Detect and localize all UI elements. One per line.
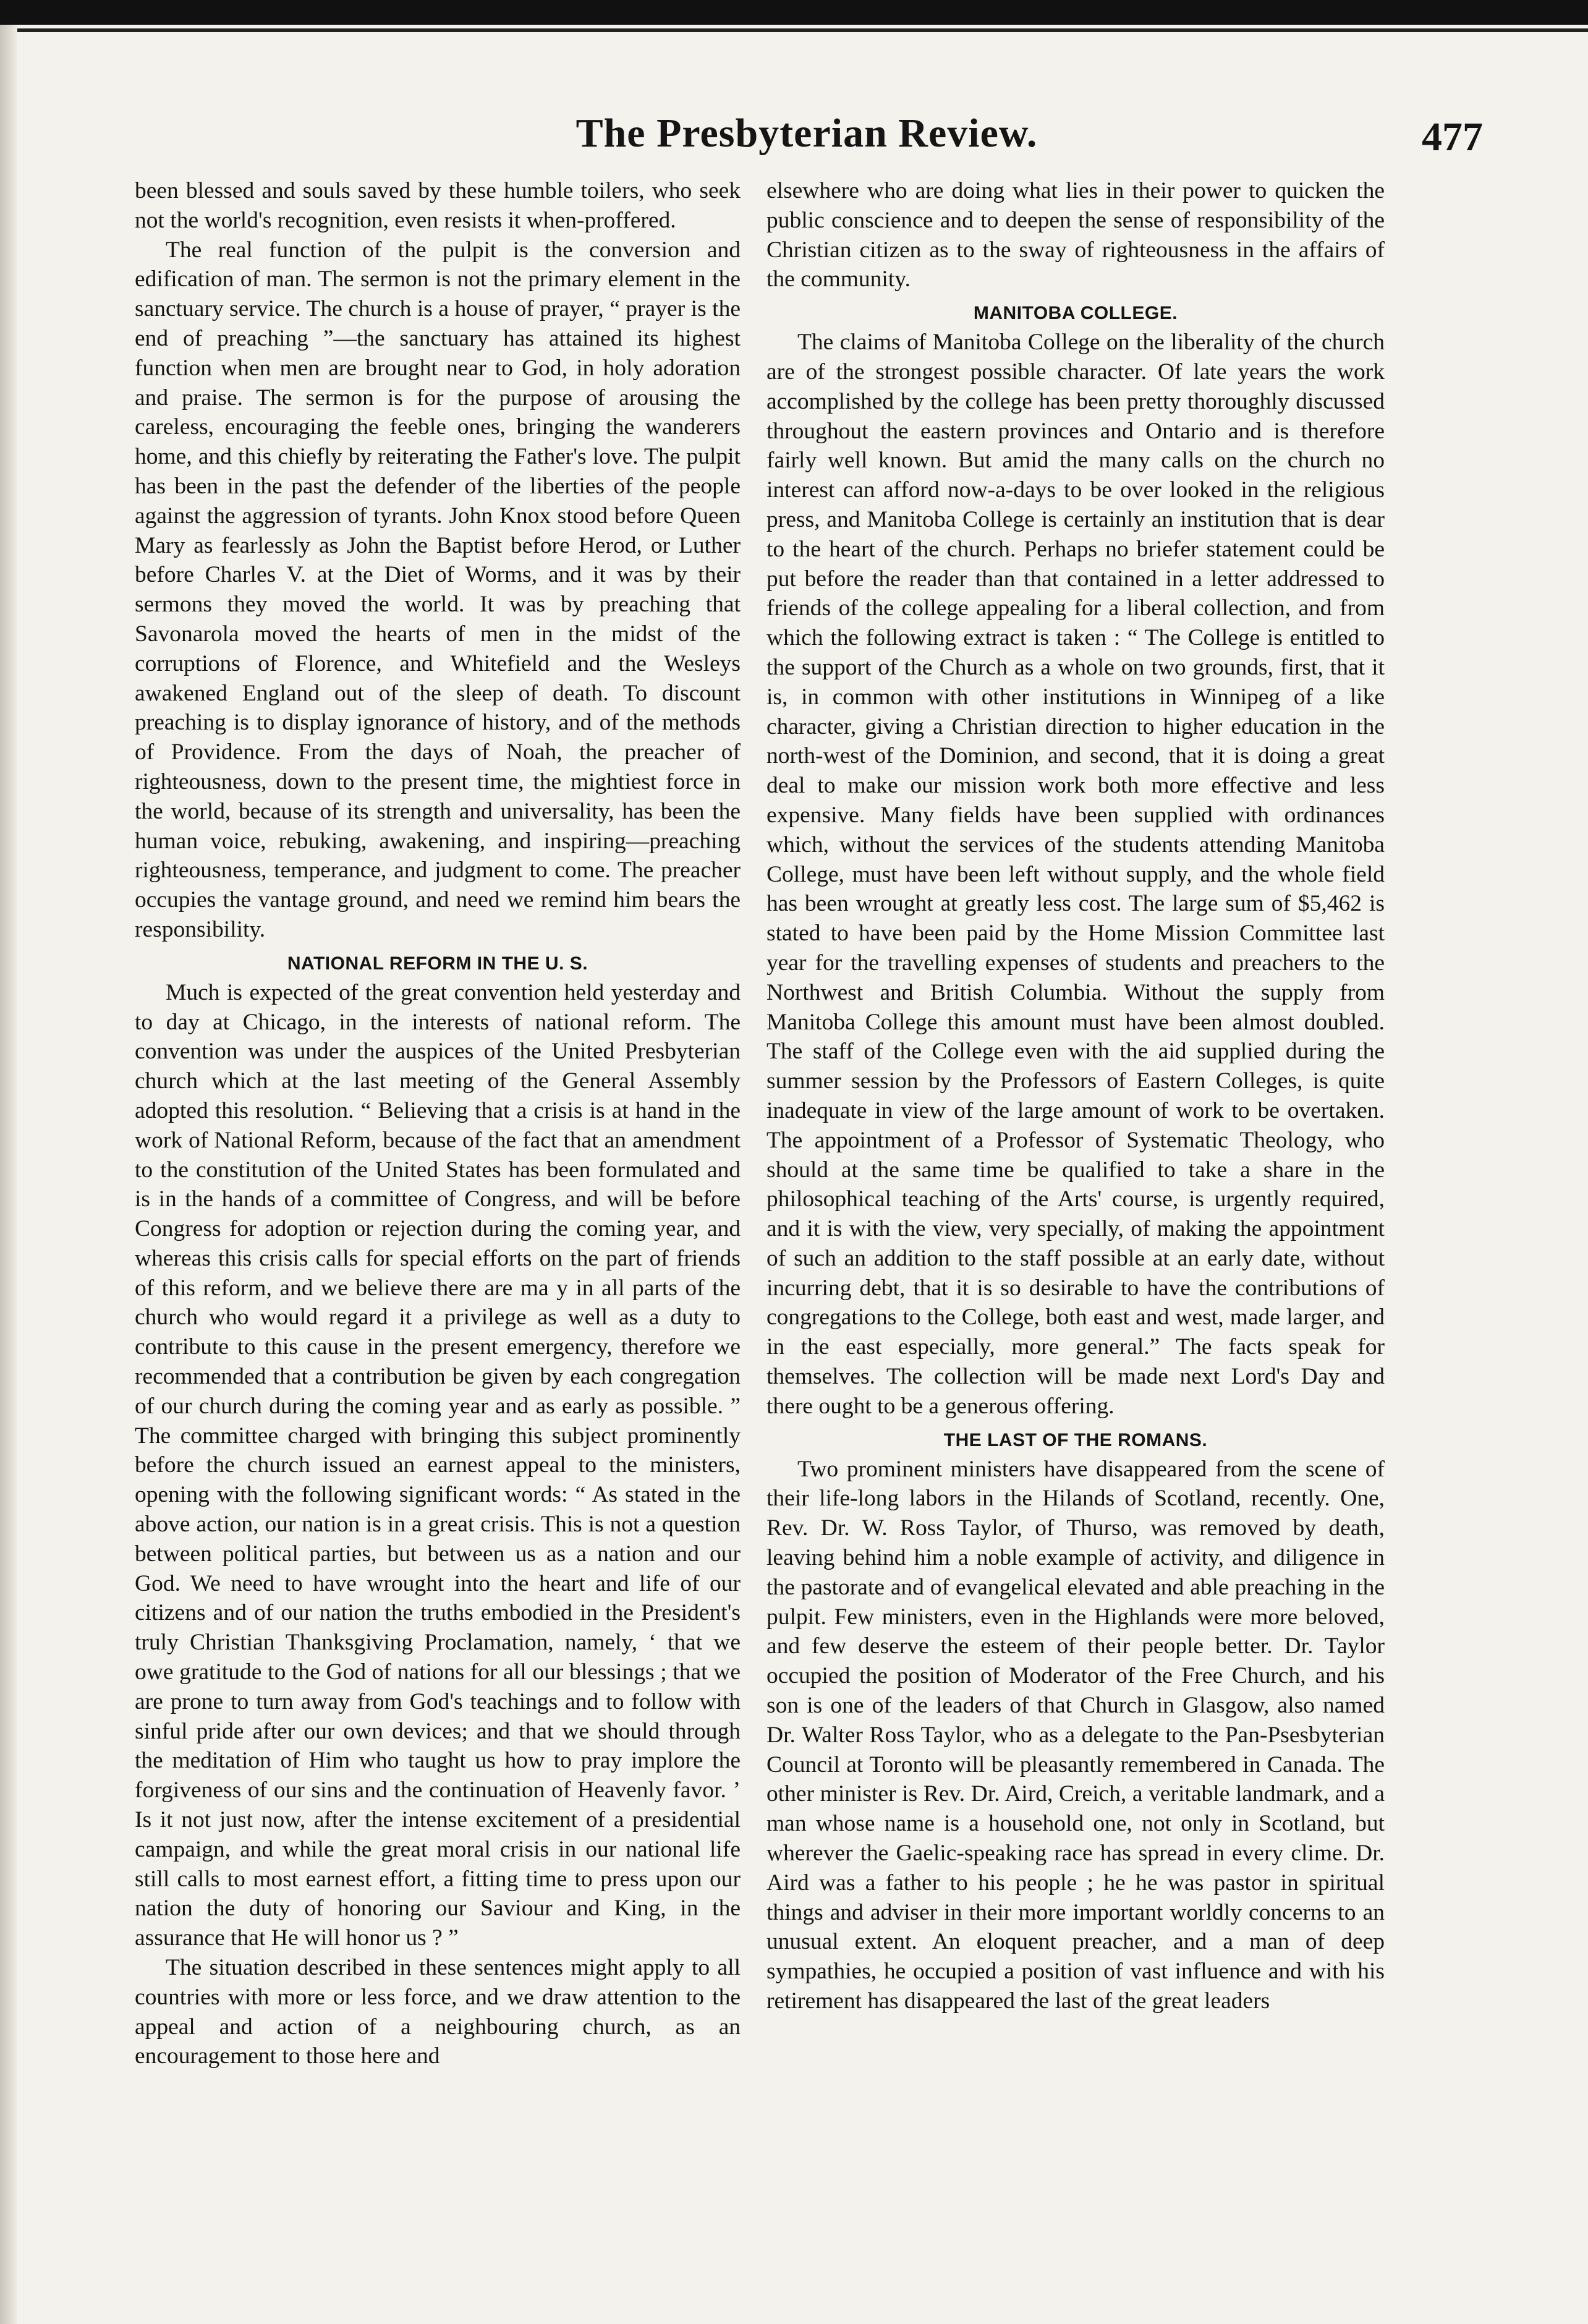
- top-border: [0, 0, 1588, 25]
- paragraph: The situation described in these sentences might apply to all countries with more or less force, and we draw attention to the appeal and action of a neighbouring church, as an encouragement to those here and: [135, 1955, 741, 2069]
- left-column: [135, 176, 741, 2303]
- paragraph: been blessed and souls saved by these humble toilers, who seek not the world's recognition, even resists it when-proffered.: [135, 178, 741, 233]
- paragraph: elsewhere who are doing what lies in their power to quicken the public conscience and to deepen the sense of responsibility of the Christian citizen as to the sway of righteousness in the affairs of the community.: [766, 178, 1385, 292]
- section-heading-last-of-the-romans: THE LAST OF THE ROMANS.: [943, 1429, 1208, 1450]
- right-column: [766, 176, 1385, 2303]
- page-number: 477: [1422, 114, 1483, 160]
- paragraph: The real function of the pulpit is the conversion and edification of man. The sermon is not the primary element in the sanctuary service. The church is a house of prayer, “ prayer is the end of preaching ”—the sanctuary has attained its highest function when men are brought near to God, in holy adoration and praise. The sermon is for the purpose of arousing the careless, encouraging the feeble ones, bringing the wanderers home, and this chiefly by reiterating the Father's love. The pulpit has been in the past the defender of the liberties of the people against the aggression of tyrants. John Knox stood before Queen Mary as fearlessly as John the Baptist before Herod, or Luther before Charles V. at the Diet of Worms, and it was by their sermons they moved the world. It was by preaching that Savonarola moved the hearts of men in the midst of the corruptions of Florence, and Whitefield and the Wesleys awakened England out of the sleep of death. To discount preaching is to display ignorance of history, and of the methods of Providence. From the days of Noah, the preacher of righteousness, down to the present time, the mightiest force in the world, because of its strength and universality, has been the human voice, rebuking, awakening, and inspiring—preaching righteousness, temperance, and judgment to come. The preacher occupies the vantage ground, and need we remind him bears the responsibility.: [135, 237, 741, 942]
- section-heading-national-reform: NATIONAL REFORM IN THE U. S.: [287, 953, 588, 974]
- page-binding-edge: [0, 25, 17, 2324]
- paragraph: The claims of Manitoba College on the liberality of the church are of the strongest possible character. Of late years the work accomplished by the college has been pretty thoroughly discussed throughout the eastern provinces and Ontario and is therefore fairly well known. But amid the many calls on the church no interest can afford now-a-days to be over looked in the religious press, and Manitoba College is certainly an institution that is dear to the heart of the church. Perhaps no briefer statement could be put before the reader than that contained in a letter addressed to friends of the college appealing for a liberal collection, and from which the following extract is taken : “ The College is entitled to the support of the Church as a whole on two grounds, first, that it is, in common with other institutions in Winnipeg of a like character, giving a Christian direction to higher education in the north-west of the Dominion, and second, that it is doing a great deal to make our mission work both more effective and less expensive. Many fields have been supplied with ordinances which, without the services of the students attending Manitoba College, must have been left without supply, and the whole field has been wrought at greatly less cost. The large sum of $5,462 is stated to have been paid by the Home Mission Committee last year for the travelling expenses of students and preachers to the Northwest and British Columbia. Without the supply from Manitoba College this amount must have been almost doubled. The staff of the College even with the aid supplied during the summer session by the Professors of Eastern Colleges, is quite inadequate in view of the large amount of work to be overtaken. The appointment of a Professor of Systematic Theology, who should at the same time be qualified to take a share in the philosophical teaching of the Arts' course, is urgently required, and it is with the view, very specially, of making the appointment of such an addition to the staff possible at an early date, without incurring debt, that it is so desirable to have the contributions of congregations to the College, both east and west, made larger, and in the east especially, more general.” The facts speak for themselves. The collection will be made next Lord's Day and there ought to be a generous offering.: [766, 330, 1385, 1419]
- section-heading-manitoba-college: MANITOBA COLLEGE.: [973, 303, 1178, 324]
- paragraph: Much is expected of the great convention held yesterday and to day at Chicago, in the interests of national reform. The convention was under the auspices of the United Presbyterian church which at the last meeting of the General Assembly adopted this resolution. “ Believing that a crisis is at hand in the work of National Reform, because of the fact that an amendment to the constitution of the United States has been formulated and is in the hands of a committee of Congress, and will be before Congress for adoption or rejection during the coming year, and whereas this crisis calls for special efforts on the part of friends of this reform, and we believe there are ma y in all parts of the church who would regard it a privilege as well as a duty to contribute to this cause in the present emergency, therefore we recommended that a contribution be given by each congregation of our church during the coming year and as early as possible. ” The committee charged with bringing this subject prominently before the church issued an earnest appeal to the ministers, opening with the following significant words: “ As stated in the above action, our nation is in a great crisis. This is not a question between political parties, but between us as a nation and our God. We need to have wrought into the heart and life of our citizens and of our nation the truths embodied in the President's truly Christian Thanksgiving Proclamation, namely, ‘ that we owe gratitude to the God of nations for all our blessings ; that we are prone to turn away from God's teachings and to follow with sinful pride after our own devices; and that we should through the meditation of Him who taught us how to pray implore the forgiveness of our sins and the continuation of Heavenly favor. ’ Is it not just now, after the intense excitement of a presidential campaign, and while the great moral crisis in our national life still calls to most earnest effort, a fitting time to press upon our nation the duty of honoring our Saviour and King, in the assurance that He will honor us ? ”: [135, 979, 741, 1951]
- page-header: [0, 110, 1588, 166]
- top-border-thin: [0, 28, 1588, 32]
- journal-title: The Presbyterian Review.: [575, 111, 1038, 156]
- paragraph: Two prominent ministers have disappeared from the scene of their life-long labors in the Hilands of Scotland, recently. One, Rev. Dr. W. Ross Taylor, of Thurso, was removed by death, leaving behind him a noble example of activity, and diligence in the pastorate and of evangelical elevated and able preaching in the pulpit. Few ministers, even in the Highlands were more beloved, and few deserve the esteem of their people better. Dr. Taylor occupied the position of Moderator of the Free Church, and his son is one of the leaders of that Church in Glasgow, also named Dr. Walter Ross Taylor, who as a delegate to the Pan-Psesbyterian Council at Toronto will be pleasantly remembered in Canada. The other minister is Rev. Dr. Aird, Creich, a veritable landmark, and a man whose name is a household one, not only in Scotland, but wherever the Gaelic-speaking race has spread in every clime. Dr. Aird was a father to his people ; he he was pastor in spiritual things and adviser in their more important worldly concerns to an unusual extent. An eloquent preacher, and a man of deep sympathies, he occupied a position of vast influence and with his retirement has disappeared the last of the great leaders: [766, 1456, 1385, 2014]
